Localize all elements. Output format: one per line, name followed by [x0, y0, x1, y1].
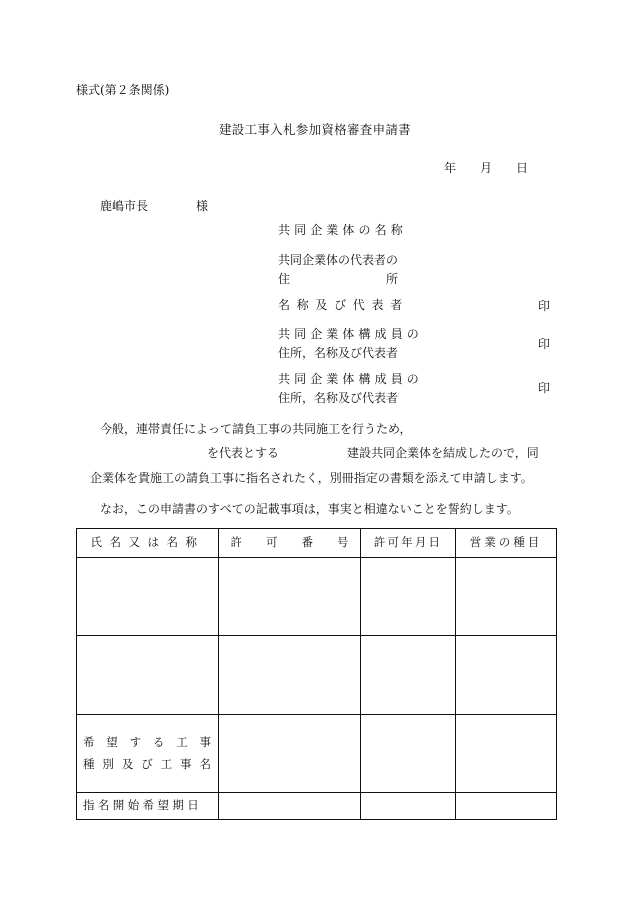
desired-work-label-line2: 種 別 及 び 工 事 名	[83, 757, 211, 772]
seal-mark-1: 印	[538, 299, 551, 313]
entry-permit-number-cell[interactable]	[219, 636, 361, 714]
document-title: 建設工事入札参加資格審査申請書	[218, 122, 411, 137]
member1-label-line1: 共同企業体構成員の	[278, 327, 423, 341]
rep-name-label: 名称及び代表者	[278, 298, 409, 312]
body-paragraph-2-part-a: を代表とする	[207, 446, 280, 460]
rep-address-label-line2	[278, 272, 398, 286]
header-permit-number	[219, 529, 361, 558]
desired-work-cell[interactable]	[361, 714, 456, 792]
rep-address-label-line1: 共同企業体の代表者の	[278, 253, 399, 267]
header-name: 氏名又は名称	[77, 529, 219, 558]
entry-permit-date-cell[interactable]	[361, 636, 456, 714]
applicant-table	[76, 528, 557, 820]
entry-name-cell[interactable]	[77, 636, 219, 714]
entry-business-type-cell[interactable]	[456, 636, 557, 714]
body-paragraph-1: 今般，連帯責任によって請負工事の共同施工を行うため，	[100, 422, 412, 436]
member1-label-line2: 住所，名称及び代表者	[278, 346, 399, 360]
body-paragraph-3: 企業体を貴施工の請負工事に指名されたく，別冊指定の書類を添えて申請します。	[90, 471, 533, 485]
start-date-cell[interactable]	[219, 792, 361, 819]
desired-work-cell[interactable]	[219, 714, 361, 792]
entry-permit-date-cell[interactable]	[361, 558, 456, 636]
date-year-label: 年	[444, 161, 457, 175]
entry-business-type-cell[interactable]	[456, 558, 557, 636]
table-row	[77, 636, 557, 714]
entry-name-cell[interactable]	[77, 558, 219, 636]
desired-work-cell[interactable]	[456, 714, 557, 792]
jv-name-label: 共同企業体の名称	[278, 223, 407, 237]
table-header-row	[77, 529, 557, 558]
addressee-suffix: 様	[196, 199, 209, 213]
body-paragraph-2-part-b: 建設共同企業体を結成したので，同	[347, 446, 539, 460]
body-paragraph-4: なお，この申請書のすべての記載事項は，事実と相違ないことを誓約します。	[100, 502, 519, 516]
start-date-cell[interactable]	[361, 792, 456, 819]
rep-address-label-ju: 住	[278, 272, 291, 286]
start-date-label-text: 指名開始希望期日	[83, 797, 203, 812]
desired-work-label	[77, 714, 219, 792]
header-business-type: 営業の種目	[456, 529, 557, 558]
member2-label-line2: 住所，名称及び代表者	[278, 391, 399, 405]
entry-permit-number-cell[interactable]	[219, 558, 361, 636]
date-month-label: 月	[480, 161, 493, 175]
header-permit-date: 許可年月日	[361, 529, 456, 558]
desired-work-row	[77, 714, 557, 792]
member2-label-line1: 共同企業体構成員の	[278, 372, 423, 386]
start-date-row	[77, 792, 557, 819]
date-day-label: 日	[516, 161, 529, 175]
seal-mark-2: 印	[538, 337, 551, 351]
header-permit-number-text: 許可番号	[230, 535, 349, 550]
start-date-cell[interactable]	[456, 792, 557, 819]
addressee-name: 鹿嶋市長	[100, 199, 149, 213]
desired-work-label-line1: 希 望 す る 工 事	[83, 735, 211, 750]
table-row	[77, 558, 557, 636]
form-label: 様式(第２条関係)	[76, 83, 170, 97]
start-date-label	[77, 792, 219, 819]
rep-address-label-sho: 所	[385, 272, 398, 286]
seal-mark-3: 印	[538, 381, 551, 395]
